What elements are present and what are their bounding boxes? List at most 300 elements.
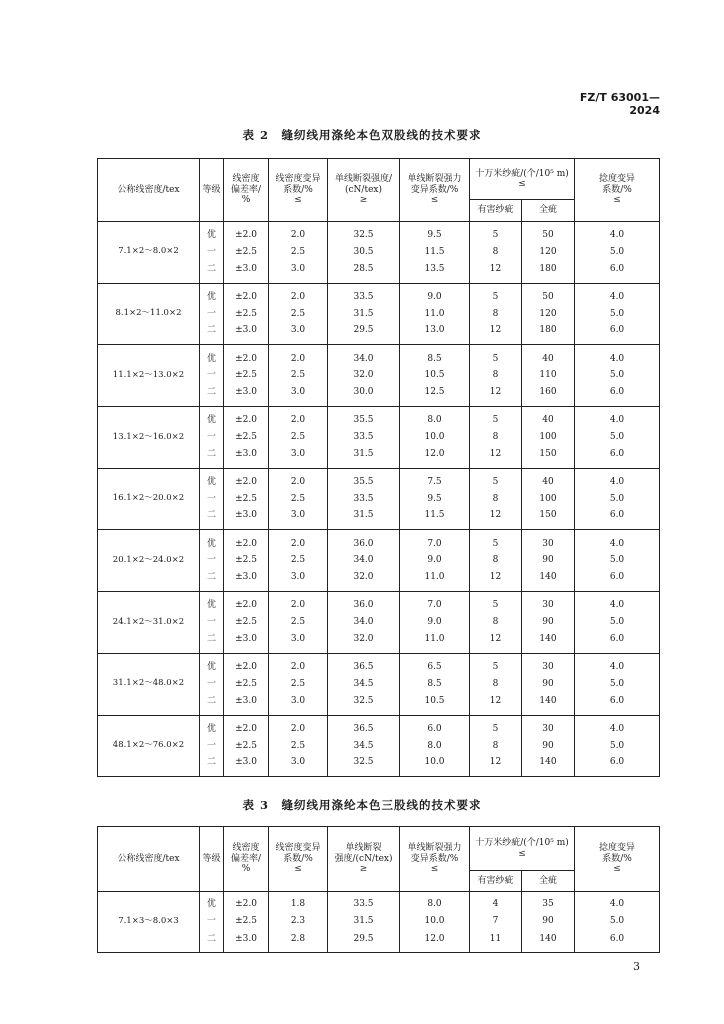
density-cv-value: 2.0 xyxy=(290,600,306,611)
harmful-faults-cell xyxy=(470,653,522,715)
tenacity-value: 35.5 xyxy=(353,477,374,488)
twist-cv-cell xyxy=(575,592,660,654)
grade-cell xyxy=(200,345,224,407)
tenacity-value: 33.5 xyxy=(353,292,374,302)
table-row xyxy=(98,283,660,345)
tenacity-value: 33.5 xyxy=(353,898,374,909)
strength-cv-value: 8.5 xyxy=(427,678,442,689)
density-cv-value: 2.5 xyxy=(290,247,306,257)
deviation-value: ±3.0 xyxy=(235,933,257,944)
twist-cv-value: 5.0 xyxy=(609,247,625,257)
grade-value: 一 xyxy=(206,617,216,628)
total-faults-cell xyxy=(522,530,575,592)
harmful-faults-cell xyxy=(470,407,522,469)
table-row xyxy=(98,892,660,953)
strength-cv-value: 11.0 xyxy=(424,572,445,583)
grade-value: 一 xyxy=(206,916,216,927)
col-density-cv: 线密度变异 系数/% ≤ xyxy=(269,827,328,892)
total-faults-value: 90 xyxy=(542,678,554,689)
deviation-value: ±3.0 xyxy=(235,263,257,274)
twist-cv-value: 4.0 xyxy=(609,292,625,302)
density-cv-value: 1.8 xyxy=(290,898,306,909)
total-faults-cell xyxy=(522,592,575,654)
harmful-faults-value: 8 xyxy=(492,617,499,628)
twist-cv-value: 5.0 xyxy=(609,916,625,927)
harmful-faults-value: 12 xyxy=(489,263,502,274)
deviation-value: ±3.0 xyxy=(235,387,257,398)
deviation-value: ±2.0 xyxy=(235,662,257,673)
density-cv-cell xyxy=(269,222,328,284)
page-number: 3 xyxy=(633,960,640,973)
tenacity-cell xyxy=(328,715,400,777)
total-faults-value: 100 xyxy=(539,493,557,504)
total-faults-value: 140 xyxy=(539,572,557,583)
grade-cell xyxy=(200,653,224,715)
nominal-density-cell: 8.1×2～11.0×2 xyxy=(98,283,200,345)
harmful-faults-value: 8 xyxy=(492,370,499,381)
harmful-faults-value: 12 xyxy=(489,572,502,583)
deviation-value: ±3.0 xyxy=(235,510,257,521)
twist-cv-cell xyxy=(575,222,660,284)
tenacity-value: 29.5 xyxy=(353,325,374,336)
twist-cv-value: 5.0 xyxy=(609,617,625,628)
strength-cv-value: 6.5 xyxy=(427,662,442,673)
strength-cv-cell xyxy=(400,468,470,530)
density-cv-value: 3.0 xyxy=(290,695,306,706)
tenacity-value: 30.0 xyxy=(353,387,374,398)
grade-cell xyxy=(200,222,224,284)
deviation-value: ±2.0 xyxy=(235,898,257,909)
density-cv-cell xyxy=(269,715,328,777)
harmful-faults-value: 5 xyxy=(492,600,499,611)
twist-cv-cell xyxy=(575,653,660,715)
table-2 xyxy=(97,158,660,777)
twist-cv-value: 4.0 xyxy=(609,415,625,426)
tenacity-cell xyxy=(328,530,400,592)
twist-cv-value: 4.0 xyxy=(609,353,625,364)
twist-cv-value: 6.0 xyxy=(609,572,625,583)
density-cv-value: 3.0 xyxy=(290,263,306,274)
deviation-value: ±2.0 xyxy=(235,600,257,611)
nominal-density-cell: 20.1×2～24.0×2 xyxy=(98,530,200,592)
harmful-faults-cell xyxy=(470,468,522,530)
grade-value: 优 xyxy=(206,538,216,549)
deviation-value: ±3.0 xyxy=(235,695,257,706)
total-faults-cell xyxy=(522,653,575,715)
grade-cell xyxy=(200,530,224,592)
harmful-faults-cell xyxy=(470,892,522,953)
density-cv-value: 2.0 xyxy=(290,538,306,549)
total-faults-value: 90 xyxy=(542,617,554,628)
twist-cv-cell xyxy=(575,468,660,530)
strength-cv-value: 10.5 xyxy=(424,695,445,706)
table-row xyxy=(98,222,660,284)
twist-cv-value: 4.0 xyxy=(609,898,625,909)
total-faults-value: 140 xyxy=(539,633,557,644)
col-twist-cv: 捻度变异 系数/% ≤ xyxy=(575,159,660,222)
twist-cv-value: 5.0 xyxy=(609,432,625,443)
density-cv-value: 2.5 xyxy=(290,740,306,751)
col-nominal: 公称线密度/tex xyxy=(98,159,200,222)
table-row xyxy=(98,345,660,407)
total-faults-cell xyxy=(522,715,575,777)
deviation-cell xyxy=(224,715,269,777)
harmful-faults-cell xyxy=(470,345,522,407)
twist-cv-cell xyxy=(575,407,660,469)
table-row xyxy=(98,530,660,592)
harmful-faults-value: 5 xyxy=(492,662,499,673)
nominal-density-cell: 13.1×2～16.0×2 xyxy=(98,407,200,469)
harmful-faults-value: 4 xyxy=(492,898,499,909)
deviation-value: ±2.5 xyxy=(235,493,257,504)
total-faults-value: 50 xyxy=(542,230,554,241)
density-cv-value: 2.0 xyxy=(290,230,306,241)
deviation-cell xyxy=(224,592,269,654)
total-faults-value: 90 xyxy=(542,555,554,566)
harmful-faults-value: 12 xyxy=(489,325,502,336)
strength-cv-value: 9.0 xyxy=(427,292,442,302)
total-faults-value: 40 xyxy=(542,353,554,364)
twist-cv-value: 4.0 xyxy=(609,230,625,241)
deviation-value: ±2.0 xyxy=(235,723,257,734)
tenacity-value: 31.5 xyxy=(353,448,374,459)
deviation-value: ±3.0 xyxy=(235,572,257,583)
harmful-faults-cell xyxy=(470,715,522,777)
tenacity-value: 33.5 xyxy=(353,432,374,443)
strength-cv-value: 9.0 xyxy=(427,617,442,628)
tenacity-cell xyxy=(328,283,400,345)
strength-cv-value: 10.0 xyxy=(424,757,445,768)
col-yarn-faults: 十万米纱疵/(个/10⁵ m) ≤ xyxy=(470,827,575,871)
twist-cv-value: 6.0 xyxy=(609,263,625,274)
density-cv-value: 2.5 xyxy=(290,617,306,628)
strength-cv-value: 10.5 xyxy=(424,370,445,381)
harmful-faults-value: 8 xyxy=(492,493,499,504)
grade-value: 二 xyxy=(206,572,216,583)
tenacity-value: 31.5 xyxy=(353,510,374,521)
twist-cv-cell xyxy=(575,715,660,777)
deviation-cell xyxy=(224,892,269,953)
total-faults-value: 150 xyxy=(539,510,557,521)
tenacity-cell xyxy=(328,345,400,407)
table-3-caption: 表 3 缝纫线用涤纶本色三股线的技术要求 xyxy=(242,798,482,812)
harmful-faults-cell xyxy=(470,592,522,654)
harmful-faults-value: 12 xyxy=(489,633,502,644)
twist-cv-value: 5.0 xyxy=(609,555,625,566)
density-cv-value: 2.5 xyxy=(290,432,306,443)
harmful-faults-value: 5 xyxy=(492,353,499,364)
strength-cv-cell xyxy=(400,407,470,469)
grade-value: 优 xyxy=(206,415,216,426)
total-faults-value: 150 xyxy=(539,448,557,459)
harmful-faults-cell xyxy=(470,283,522,345)
twist-cv-value: 6.0 xyxy=(609,757,625,768)
strength-cv-value: 8.0 xyxy=(427,740,442,751)
tenacity-cell xyxy=(328,653,400,715)
harmful-faults-value: 5 xyxy=(492,230,499,241)
strength-cv-value: 12.0 xyxy=(424,448,445,459)
col-harmful-faults: 有害纱疵 xyxy=(470,871,522,892)
strength-cv-value: 11.0 xyxy=(424,633,445,644)
twist-cv-value: 6.0 xyxy=(609,448,625,459)
table-3 xyxy=(97,826,660,953)
total-faults-value: 40 xyxy=(542,477,554,488)
total-faults-value: 30 xyxy=(542,538,554,549)
deviation-value: ±2.0 xyxy=(235,230,257,241)
deviation-cell xyxy=(224,222,269,284)
grade-cell xyxy=(200,592,224,654)
tenacity-value: 35.5 xyxy=(353,415,374,426)
density-cv-value: 3.0 xyxy=(290,572,306,583)
strength-cv-value: 11.5 xyxy=(424,247,445,257)
twist-cv-value: 6.0 xyxy=(609,695,625,706)
nominal-density-cell: 24.1×2～31.0×2 xyxy=(98,592,200,654)
harmful-faults-value: 8 xyxy=(492,678,499,689)
col-tenacity: 单线断裂 强度/(cN/tex) ≥ xyxy=(328,827,400,892)
twist-cv-value: 5.0 xyxy=(609,370,625,381)
twist-cv-value: 6.0 xyxy=(609,933,625,944)
harmful-faults-value: 12 xyxy=(489,695,502,706)
deviation-value: ±2.0 xyxy=(235,292,257,302)
twist-cv-cell xyxy=(575,283,660,345)
total-faults-value: 140 xyxy=(539,757,557,768)
density-cv-value: 3.0 xyxy=(290,633,306,644)
density-cv-cell xyxy=(269,530,328,592)
density-cv-value: 2.0 xyxy=(290,292,306,302)
tenacity-value: 34.5 xyxy=(353,740,374,751)
twist-cv-value: 6.0 xyxy=(609,510,625,521)
twist-cv-cell xyxy=(575,530,660,592)
tenacity-value: 34.0 xyxy=(353,555,374,566)
density-cv-value: 2.0 xyxy=(290,353,306,364)
density-cv-cell xyxy=(269,283,328,345)
grade-value: 优 xyxy=(206,353,216,364)
total-faults-value: 120 xyxy=(539,308,557,319)
twist-cv-cell xyxy=(575,892,660,953)
total-faults-cell xyxy=(522,345,575,407)
total-faults-value: 40 xyxy=(542,415,554,426)
deviation-value: ±2.5 xyxy=(235,617,257,628)
tenacity-value: 32.0 xyxy=(353,370,374,381)
deviation-value: ±3.0 xyxy=(235,633,257,644)
grade-value: 二 xyxy=(206,757,216,768)
density-cv-cell xyxy=(269,892,328,953)
deviation-value: ±2.5 xyxy=(235,370,257,381)
col-total-faults: 全疵 xyxy=(522,200,575,222)
density-cv-cell xyxy=(269,468,328,530)
tenacity-value: 36.0 xyxy=(353,538,374,549)
standard-code: FZ/T 63001—2024 xyxy=(579,91,660,117)
deviation-cell xyxy=(224,407,269,469)
twist-cv-value: 6.0 xyxy=(609,633,625,644)
density-cv-value: 2.0 xyxy=(290,415,306,426)
harmful-faults-value: 11 xyxy=(489,933,502,944)
deviation-value: ±2.0 xyxy=(235,353,257,364)
tenacity-value: 32.0 xyxy=(353,633,374,644)
harmful-faults-value: 5 xyxy=(492,723,499,734)
strength-cv-value: 10.0 xyxy=(424,432,445,443)
grade-value: 优 xyxy=(206,292,216,302)
grade-value: 优 xyxy=(206,662,216,673)
table-row xyxy=(98,653,660,715)
tenacity-value: 32.5 xyxy=(353,695,374,706)
deviation-value: ±2.5 xyxy=(235,740,257,751)
twist-cv-value: 6.0 xyxy=(609,387,625,398)
deviation-cell xyxy=(224,468,269,530)
total-faults-cell xyxy=(522,468,575,530)
tenacity-value: 34.0 xyxy=(353,353,374,364)
tenacity-value: 29.5 xyxy=(353,933,374,944)
col-strength-cv: 单线断裂强力 变异系数/% ≤ xyxy=(400,827,470,892)
grade-cell xyxy=(200,283,224,345)
tenacity-value: 34.0 xyxy=(353,617,374,628)
grade-value: 二 xyxy=(206,695,216,706)
nominal-density-cell: 48.1×2～76.0×2 xyxy=(98,715,200,777)
harmful-faults-value: 5 xyxy=(492,477,499,488)
twist-cv-value: 5.0 xyxy=(609,678,625,689)
density-cv-value: 3.0 xyxy=(290,387,306,398)
harmful-faults-value: 7 xyxy=(492,916,499,927)
grade-value: 一 xyxy=(206,740,216,751)
strength-cv-value: 12.0 xyxy=(424,933,445,944)
strength-cv-value: 7.0 xyxy=(427,600,442,611)
tenacity-cell xyxy=(328,407,400,469)
strength-cv-value: 9.0 xyxy=(427,555,442,566)
grade-cell xyxy=(200,468,224,530)
grade-value: 二 xyxy=(206,263,216,274)
twist-cv-value: 5.0 xyxy=(609,740,625,751)
twist-cv-value: 4.0 xyxy=(609,538,625,549)
harmful-faults-value: 8 xyxy=(492,247,499,257)
harmful-faults-value: 5 xyxy=(492,292,499,302)
density-cv-value: 2.0 xyxy=(290,723,306,734)
tenacity-value: 32.5 xyxy=(353,757,374,768)
col-nominal: 公称线密度/tex xyxy=(98,827,200,892)
nominal-density-cell: 31.1×2～48.0×2 xyxy=(98,653,200,715)
tenacity-value: 34.5 xyxy=(353,678,374,689)
table-row xyxy=(98,407,660,469)
strength-cv-cell xyxy=(400,222,470,284)
deviation-cell xyxy=(224,345,269,407)
twist-cv-value: 4.0 xyxy=(609,723,625,734)
col-yarn-faults: 十万米纱疵/(个/10⁵ m) ≤ xyxy=(470,159,575,200)
tenacity-value: 36.5 xyxy=(353,723,374,734)
nominal-density-cell: 11.1×2～13.0×2 xyxy=(98,345,200,407)
strength-cv-cell xyxy=(400,283,470,345)
density-cv-value: 3.0 xyxy=(290,510,306,521)
density-cv-value: 2.0 xyxy=(290,477,306,488)
harmful-faults-value: 12 xyxy=(489,448,502,459)
col-grade: 等级 xyxy=(200,827,224,892)
tenacity-value: 36.0 xyxy=(353,600,374,611)
table-2-caption: 表 2 缝纫线用涤纶本色双股线的技术要求 xyxy=(242,128,482,142)
grade-value: 二 xyxy=(206,387,216,398)
grade-value: 二 xyxy=(206,325,216,336)
strength-cv-value: 13.5 xyxy=(424,263,445,274)
total-faults-value: 30 xyxy=(542,662,554,673)
grade-value: 一 xyxy=(206,247,216,257)
grade-value: 一 xyxy=(206,555,216,566)
density-cv-value: 2.5 xyxy=(290,555,306,566)
harmful-faults-value: 8 xyxy=(492,740,499,751)
twist-cv-cell xyxy=(575,345,660,407)
strength-cv-value: 11.0 xyxy=(424,308,445,319)
density-cv-value: 2.0 xyxy=(290,662,306,673)
col-density-cv: 线密度变异 系数/% ≤ xyxy=(269,159,328,222)
twist-cv-value: 4.0 xyxy=(609,477,625,488)
tenacity-value: 30.5 xyxy=(353,247,374,257)
col-strength-cv: 单线断裂强力 变异系数/% ≤ xyxy=(400,159,470,222)
grade-value: 优 xyxy=(206,477,216,488)
density-cv-value: 2.5 xyxy=(290,370,306,381)
strength-cv-value: 7.5 xyxy=(427,477,442,488)
col-deviation: 线密度 偏差率/ % xyxy=(224,159,269,222)
harmful-faults-value: 12 xyxy=(489,757,502,768)
deviation-value: ±3.0 xyxy=(235,757,257,768)
total-faults-value: 30 xyxy=(542,723,554,734)
harmful-faults-value: 12 xyxy=(489,387,502,398)
nominal-density-cell: 7.1×3～8.0×3 xyxy=(98,892,200,953)
grade-value: 优 xyxy=(206,600,216,611)
harmful-faults-value: 5 xyxy=(492,538,499,549)
grade-value: 优 xyxy=(206,723,216,734)
col-twist-cv: 捻度变异 系数/% ≤ xyxy=(575,827,660,892)
density-cv-value: 3.0 xyxy=(290,448,306,459)
deviation-value: ±2.5 xyxy=(235,916,257,927)
tenacity-value: 28.5 xyxy=(353,263,374,274)
table-row xyxy=(98,468,660,530)
deviation-cell xyxy=(224,653,269,715)
grade-value: 二 xyxy=(206,633,216,644)
tenacity-value: 31.5 xyxy=(353,916,374,927)
tenacity-value: 36.5 xyxy=(353,662,374,673)
table-row xyxy=(98,592,660,654)
twist-cv-value: 6.0 xyxy=(609,325,625,336)
strength-cv-cell xyxy=(400,592,470,654)
total-faults-value: 30 xyxy=(542,600,554,611)
strength-cv-value: 10.0 xyxy=(424,916,445,927)
deviation-value: ±2.0 xyxy=(235,415,257,426)
strength-cv-value: 13.0 xyxy=(424,325,445,336)
total-faults-value: 50 xyxy=(542,292,554,302)
total-faults-value: 100 xyxy=(539,432,557,443)
harmful-faults-value: 8 xyxy=(492,432,499,443)
grade-value: 二 xyxy=(206,448,216,459)
total-faults-value: 140 xyxy=(539,933,557,944)
total-faults-value: 160 xyxy=(539,387,557,398)
deviation-value: ±2.0 xyxy=(235,477,257,488)
grade-value: 一 xyxy=(206,370,216,381)
tenacity-value: 32.5 xyxy=(353,230,374,241)
deviation-cell xyxy=(224,283,269,345)
total-faults-cell xyxy=(522,222,575,284)
strength-cv-value: 11.5 xyxy=(424,510,445,521)
harmful-faults-cell xyxy=(470,530,522,592)
strength-cv-cell xyxy=(400,892,470,953)
strength-cv-value: 7.0 xyxy=(427,538,442,549)
density-cv-value: 2.5 xyxy=(290,493,306,504)
tenacity-cell xyxy=(328,592,400,654)
total-faults-value: 110 xyxy=(539,370,557,381)
total-faults-value: 180 xyxy=(539,325,557,336)
harmful-faults-value: 5 xyxy=(492,415,499,426)
grade-cell xyxy=(200,715,224,777)
deviation-value: ±2.5 xyxy=(235,555,257,566)
deviation-value: ±2.5 xyxy=(235,308,257,319)
grade-cell xyxy=(200,892,224,953)
twist-cv-value: 5.0 xyxy=(609,308,625,319)
tenacity-value: 33.5 xyxy=(353,493,374,504)
